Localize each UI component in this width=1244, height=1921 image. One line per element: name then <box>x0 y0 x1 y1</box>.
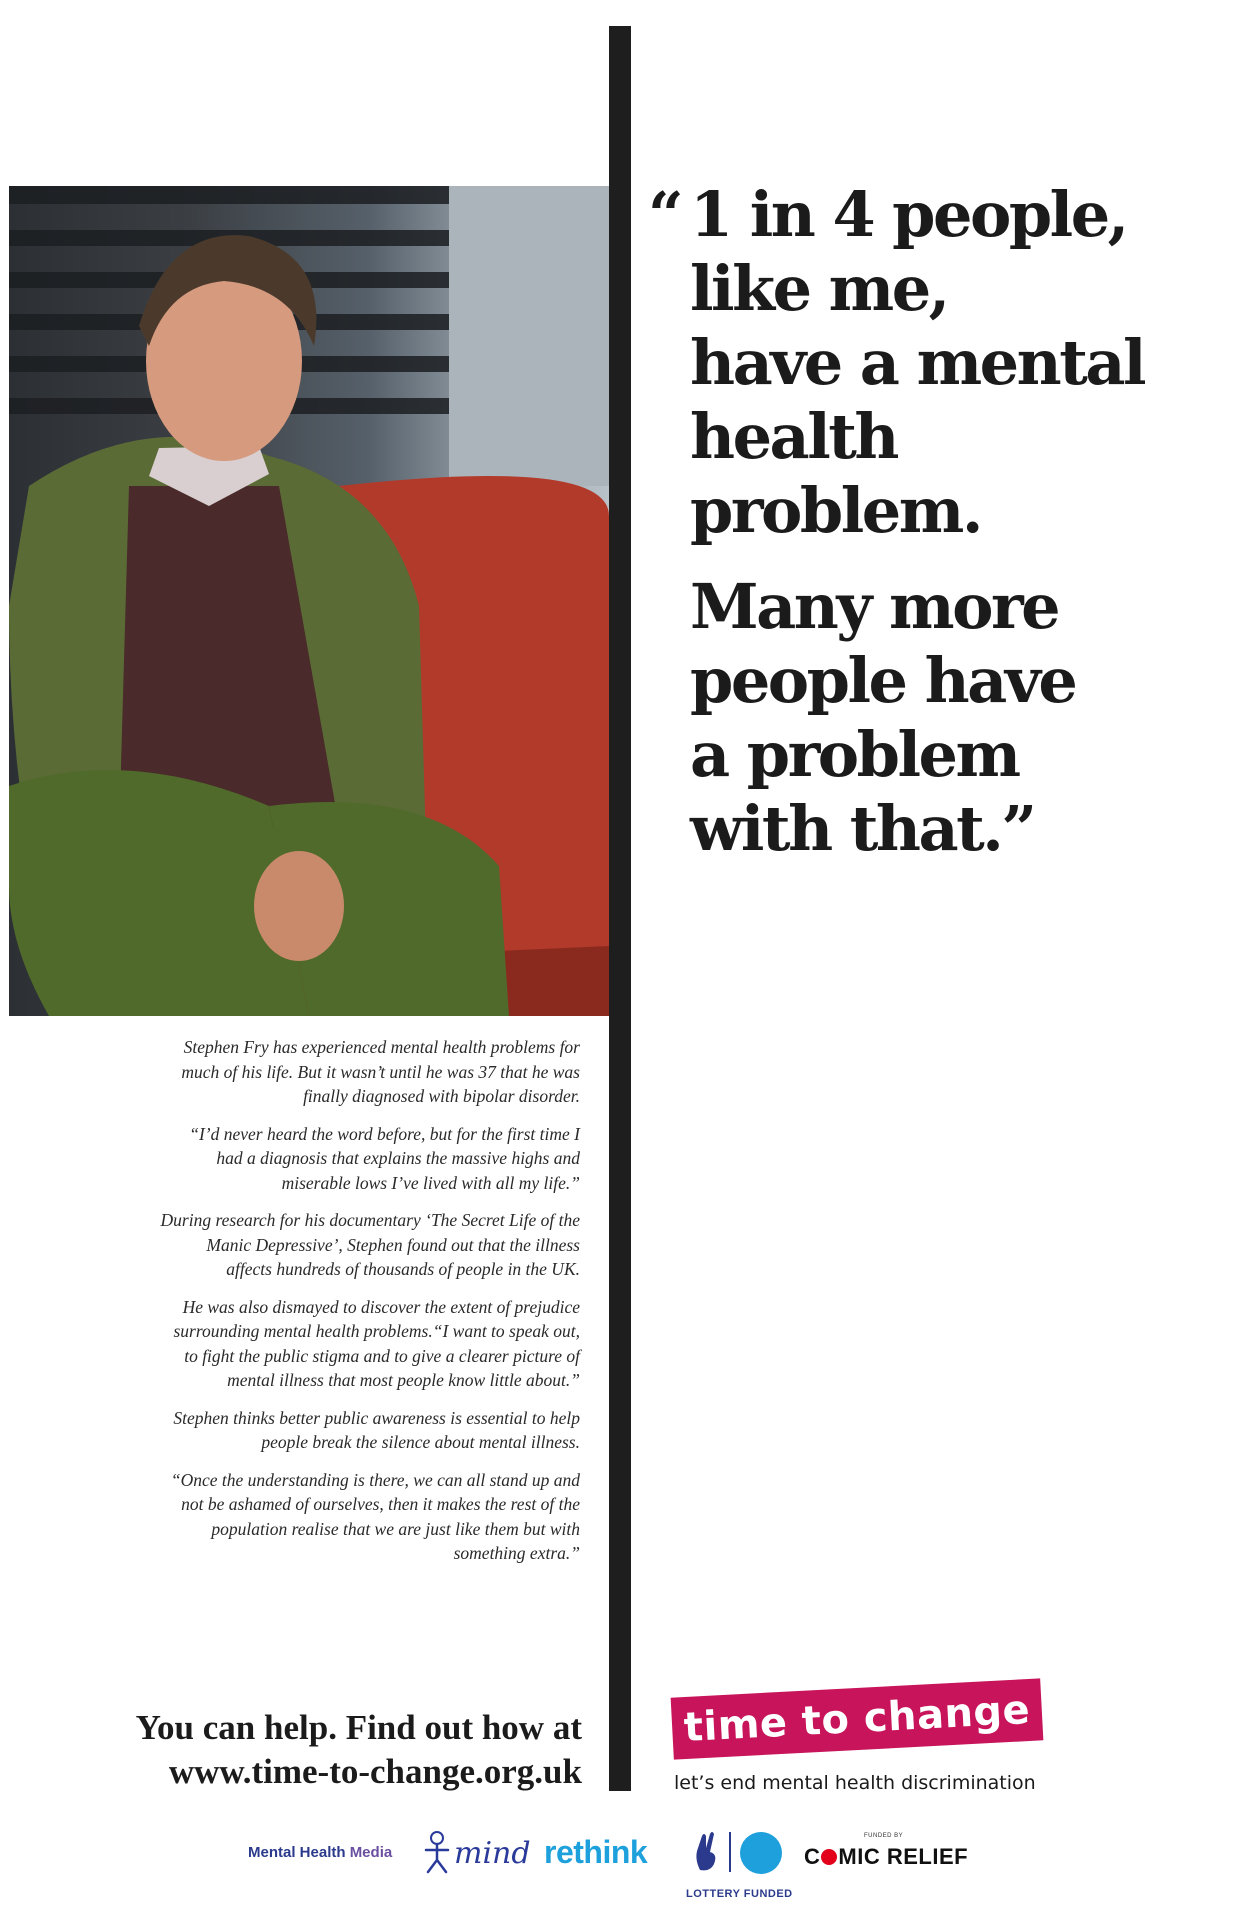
headline-line: people have <box>690 644 1076 717</box>
funded-by-text: FUNDED BY <box>864 1833 904 1839</box>
mhm-text: Mental Health <box>248 1844 346 1861</box>
mind-logo: mind <box>454 1836 531 1871</box>
call-to-action <box>100 1706 582 1794</box>
headline-part-1 <box>648 178 1208 548</box>
portrait-photo <box>9 186 609 1016</box>
comic-rest: MIC RELIEF <box>838 1844 969 1869</box>
headline-line <box>648 178 1208 252</box>
headline-line: Many more <box>690 570 1059 643</box>
big-lottery-fund-icon <box>740 1832 782 1874</box>
sponsor-logos <box>240 1820 1000 1910</box>
headline-line: health <box>690 400 897 473</box>
portrait-illustration <box>9 186 609 1016</box>
body-copy <box>160 1035 580 1579</box>
body-paragraph: “I’d never heard the word before, but for the first time I had a diagnosis that explains the massive highs and miserable lows I’ve lived with all my life.” <box>189 1123 580 1193</box>
comic-c: C <box>804 1844 821 1869</box>
mental-health-media-logo <box>248 1844 392 1861</box>
headline-line-text: 1 in 4 people, <box>690 178 1127 251</box>
headline-line: a problem <box>690 718 1019 791</box>
time-to-change-logo: time to change <box>671 1678 1044 1759</box>
body-paragraph: “Once the understanding is there, we can all stand up and not be ashamed of ourselves, then it makes the rest of the population realise that we are just like them but with something extra.” <box>170 1469 580 1563</box>
open-quote: “ <box>648 178 682 251</box>
logo-separator <box>729 1832 731 1872</box>
body-paragraph: He was also dismayed to discover the extent of prejudice surrounding mental health problems.“I want to speak out, to fight the public stigma and to give a clearer picture of mental illness that most people know little about.” <box>173 1296 580 1390</box>
body-paragraph: Stephen thinks better public awareness is essential to help people break the silence about mental illness. <box>173 1407 580 1452</box>
comic-relief-logo <box>804 1844 968 1870</box>
headline-part-2 <box>648 570 1208 866</box>
headline-line: with that.” <box>690 792 1035 865</box>
lottery-crossed-fingers-icon <box>688 1830 724 1874</box>
brand-tagline: let’s end mental health discrimination <box>674 1772 1036 1794</box>
mind-figure-icon <box>420 1830 454 1874</box>
headline-quote <box>648 178 1208 866</box>
body-paragraph: Stephen Fry has experienced mental health problems for much of his life. But it wasn’t until he was 37 that he was finally diagnosed with bipolar disorder. <box>181 1037 580 1106</box>
body-paragraph: During research for his documentary ‘The Secret Life of the Manic Depressive’, Stephen found out that the illness affects hundreds of thousands of people in the UK. <box>160 1210 580 1279</box>
vertical-divider <box>609 26 631 1791</box>
headline-line: problem. <box>690 474 981 547</box>
headline-line: have a mental <box>690 326 1145 399</box>
rethink-logo: rethink <box>544 1834 648 1870</box>
cta-text: You can help. Find out how at <box>135 1708 582 1747</box>
lottery-funded-text: LOTTERY FUNDED <box>686 1888 793 1900</box>
headline-line: like me, <box>690 252 948 325</box>
red-nose-icon <box>821 1849 837 1865</box>
cta-url-link[interactable]: www.time-to-change.org.uk <box>168 1752 582 1791</box>
mhm-media-text: Media <box>349 1844 393 1861</box>
